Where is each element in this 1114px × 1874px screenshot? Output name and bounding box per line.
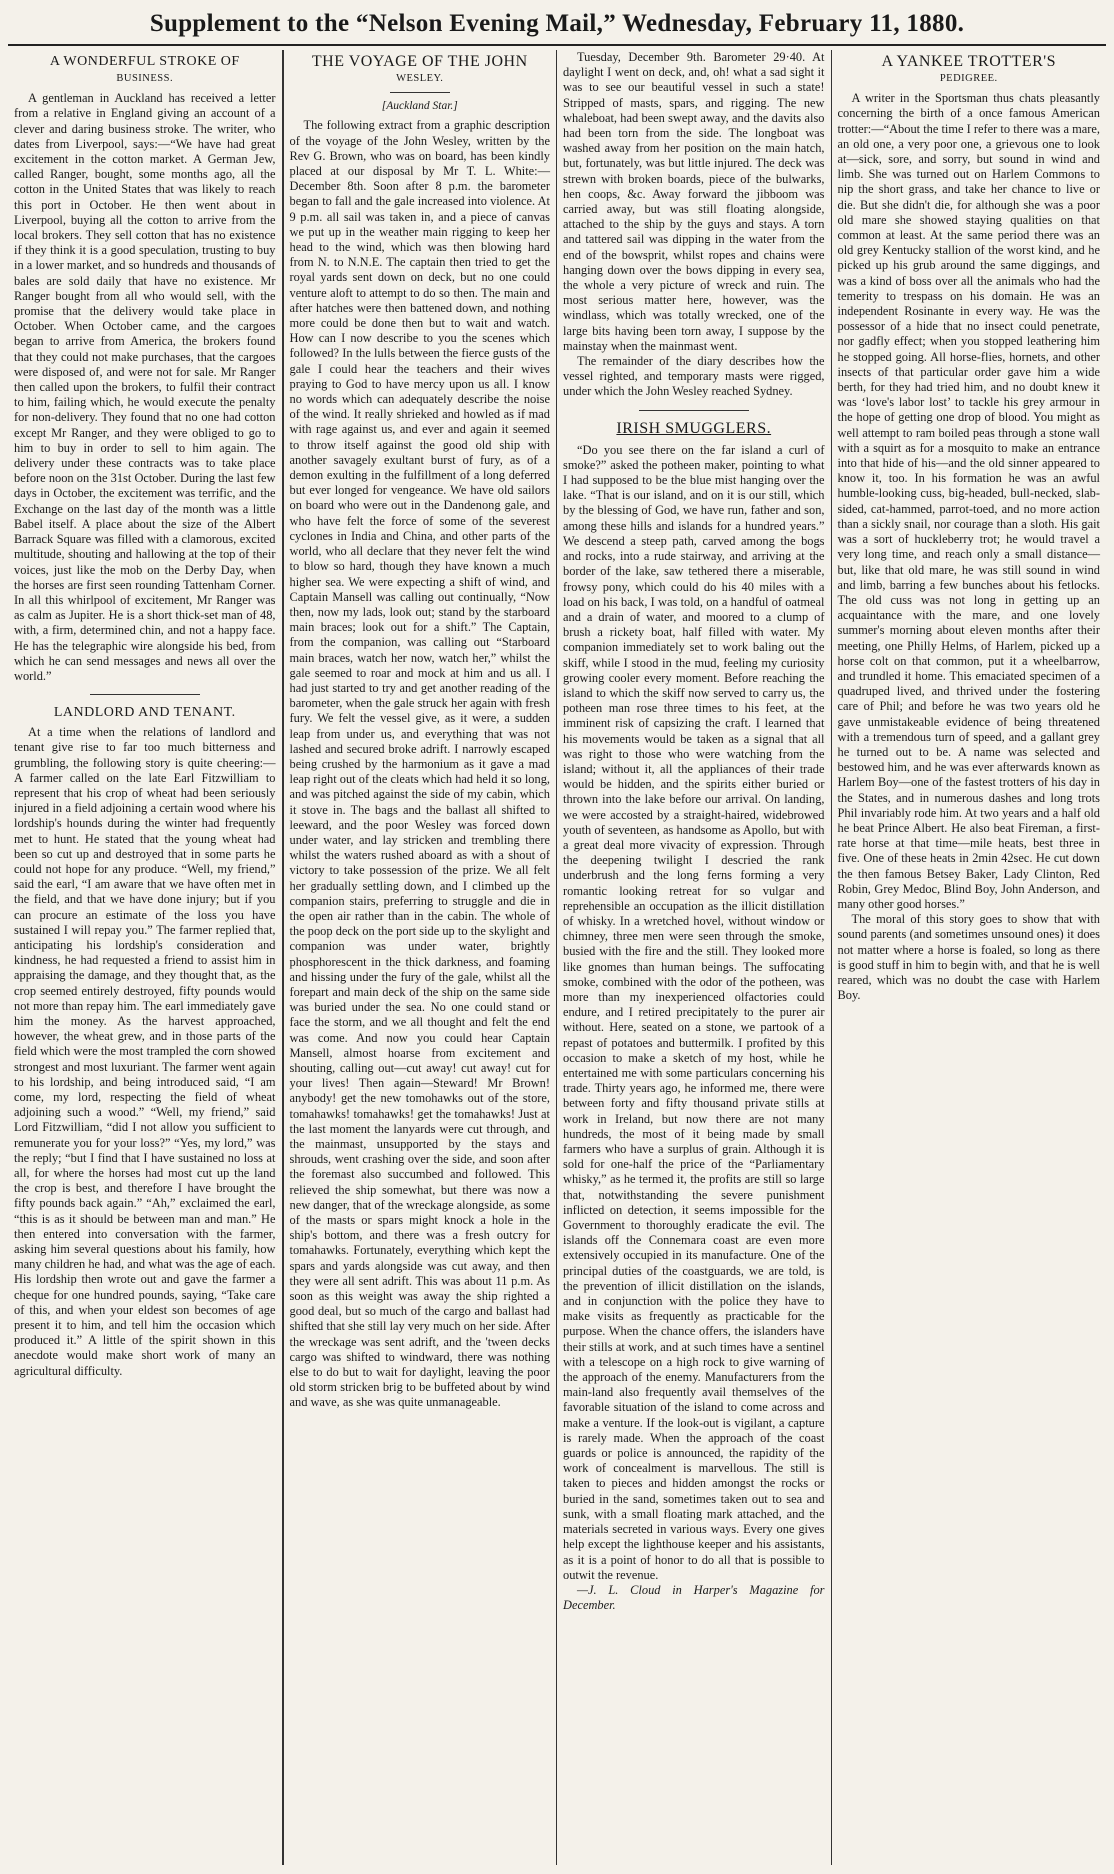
column-3 [557,50,832,1865]
article-paragraph: “Do you see there on the far island a curl of smoke?” asked the potheen maker, pointing to what I had supposed to be the blue mist hanging over the lake. “That is our island, and on it is our still, which by the blessing of God, we have run, father and son, among these hills and islands for a hundred years.” We descend a steep path, carved among the bogs and rocks, into a rude stairway, and arriving at the border of the lake, saw tethered there a miserable, frowsy pony, which could do his 40 miles with a load on his back, I was told, on a handful of oatmeal and a drain of water, and moored to a clump of brush a rickety boat, half filled with water. My companion immediately set to work baling out the skiff, while I stood in the mud, feeling my curiosity growing cooler every moment. Before reaching the island to which the skiff now served to carry us, the potheen man rose three times to his feet, at the imminent risk of capsizing the craft. I learned that his movements would be taken as a signal that all was right to those who were watching from the island; without it, all the appliances of their trade would be hidden, and the spirits either buried or thrown into the lake before our arrival. On landing, we were accosted by a straight-haired, widebrowed youth of seventeen, as handsome as Apollo, but with a great deal more vivacity of expression. Through the deepening twilight I descried the rank underbrush and the long ferns forming a very romantic looking retreat for so vulgar and reprehensible an occupation as the illicit distillation of whisky. In a wretched hovel, without window or chimney, three men were seen through the smoke, busied with the fire and the still. They looked more like gnomes than human beings. The suffocating smoke, combined with the odor of the potheen, was more than my inexperienced olfactories could endure, and I retired precipitately to the purer air without. Here, seated on a stone, we partook of a repast of potatoes and buttermilk. I profited by this occasion to make a sketch of my host, while he entertained me with some particulars concerning his trade. Thirty years ago, he informed me, there were between forty and fifty thousand private stills at work in Ireland, but now there are not many hundreds, the most of it being made by small farmers who have a surplus of grain. Although it is sold for one-half the price of the “Parliamentary whisky,” as he termed it, the profits are still so large that, notwithstanding the severe punishment inflicted on detection, it seems impossible for the Government to thoroughly eradicate the evil. The islands off the Connemara coast are even more extensively occupied in its manufacture. One of the principal duties of the coastguards, we are told, is the prevention of illicit distillation on the islands, and in conjunction with the police they have to make visits as frequently as practicable for the purpose. When the chance offers, the islanders have their stills at work, and at such times have a sentinel with a telescope on a high rock to give warning of the approach of the enemy. Manufacturers from the main-land also frequently avail themselves of the favorable situation of the island to come across and make a venture. If the look-out is vigilant, a capture is rarely made. When the approach of the coast guards or police is announced, the rapidity of the work of concealment is marvellous. The still is taken to pieces and hidden amongst the rocks or buried in the sand, sometimes taken out to sea and sunk, with a small floating mark attached, and the materials secreted in various ways. Every one gives help except the lighthouse keeper and his assistants, as it is a point of honor to do all that is possible to outwit the revenue. [563,442,825,1582]
article-wonderful-stroke [14,54,276,684]
article-title: THE VOYAGE OF THE JOHN [311,53,528,70]
column-4 [832,50,1107,1865]
column-2 [283,50,558,1865]
article-title: A YANKEE TROTTER'S [881,53,1057,70]
columns [8,50,1106,1865]
article-title: LANDLORD AND TENANT. [53,705,236,721]
article-irish-smugglers [563,421,825,1614]
article-paragraph: A writer in the Sportsman thus chats pleasantly concerning the birth of a once famous American trotter:—“About the time I refer to there was a mare, an old one, a very poor one, a grievous one to look at—sick, sore, and sorry, but sound in wind and limb. She was turned out on Harlem Commons to nip the short grass, and take her chance to live or die. But she didn't die, for although she was a poor old mare she showed staying qualities on that common at least. At the same period there was an old grey Kentucky stallion of the worst kind, and he picked up his grub around the same diggings, and was a kind of boss over all the animals who had the temerity to trespass on his domain. He was an independent Rosinante in every way. He was the possessor of a hide that no insect could penetrate, nor gadfly effect; when you stopped leathering him he stopped going. All horse-flies, hornets, and other insects of that particular order gave him a wide berth, for they had tried him, and no doubt knew it was ‘love's labor lost’ to tackle his grey armour in the hope of getting one drop of blood. You might as well attempt to ram boiled peas through a stone wall with a squirt as for a mosquito to make an entrance into that hide of his—and the old sinner appeared to know it, too. In his formation he was an awful humble-looking cuss, big-headed, bull-necked, slab-sided, cat-hammed, parrot-toed, and no more action than a sickly snail, nor courage than a sloth. His gait was a sort of huckleberry trot; he would travel a very long time, and reach only a small distance—but, like that old mare, he was still sound in wind and limb, barring a few bunches about his fetlocks. The old cuss was not long in getting up an acquaintance with the mare, and one lovely summer's morning about eleven months after their meeting, one Philly Helms, of Harlem, picked up a horse colt on that common, put it a wheelbarrow, and trundled it home. This emaciated specimen of a quadruped lived, and thrived under the fostering care of Phil; and before he was two years old he gave unmistakeable evidence of being threatened with a tremendous turn of speed, and a gallant grey he turned out to be. A name was selected and bestowed him, and he was ever afterwards known as Harlem Boy—one of the fastest trotters of his day in the States, and in numerous dashes and long trots Phil invariably rode him. At two years and a half old he beat Prince Albert. He also beat Fireman, a first-rate horse at that time—mile heats, best three in five. One of these heats in 2min 42sec. He cut down the then famous Betsey Baker, Lady Clinton, Red Robin, Grey Medoc, Blind Boy, John Anderson, and many other good horses.” [837,91,1100,911]
section-divider [90,694,200,695]
article-subtitle: BUSINESS. [116,73,174,84]
article-paragraph: The remainder of the diary describes how the vessel righted, and temporary masts were rigged, under which the John Wesley reached Sydney. [563,354,825,399]
title-divider [390,92,450,93]
article-paragraph: The following extract from a graphic description of the voyage of the John Wesley, written by the Rev G. Brown, who was on board, has been kindly placed at our disposal by Mr T. L. White:—December 8th. Soon after 8 p.m. the barometer began to fall and the gale increased into violence. At 9 p.m. all sail was taken in, and a piece of canvas we put up in the weather main rigging to keep her head to the wind, which was then blowing hard from N. to N.N.E. The captain then tried to get the royal yards sent down on deck, but no one could venture aloft to attempt to do so then. The main and after hatches were then battened down, and nothing more could be done then but to wait and watch. How can I now describe to you the scenes which followed? In the lulls between the fierce gusts of the gale I could hear the teachers and their wives praying to God to have mercy upon us all. I know no words which can adequately describe the noise of the wind. It really shrieked and howled as if mad with rage against us, and ever and again it seemed to throw itself against the good old ship with another savagely exultant burst of fury, as of a demon exulting in the fulfillment of a long deferred but ever longed for vengeance. We have old sailors on board who were out in the Dandenong gale, and who have felt the force of some of the severest cyclones in India and China, and other parts of the world, who all declare that they never felt the wind to blow so hard, though they have known a much higher sea. We were expecting a shift of wind, and Captain Mansell was calling out continually, “Now then, now my lads, look out; stand by the starboard main braces; look out for a shift.” The Captain, from the companion, was calling out “Starboard main braces, watch her now, watch her,” whilst the gale seemed to roar and mock at him and us all. I had just started to try and get another reading of the barometer, when the gale struck her again with fresh fury. We felt the vessel give, as it were, a sudden leap from under us, and everything that was not lashed and secured broke adrift. I narrowly escaped being crushed by the harmonium as it gave a mad leap right out of the cleats which had held it so long, and was pitched against the side of my cabin, which it stove in. The bags and the ballast all shifted to leeward, and the poor Wesley was forced down under water, and lay stricken and trembling there whilst the waters rushed aboard as with a shout of victory to take possession of the prize. We all felt her gradually settling down, and I climbed up the companion stairs, preferring to struggle and die in the open air rather than in the cabin. The whole of the poop deck on the port side up to the skylight and companion was under water, brightly phosphorescent in the thick darkness, and foaming and hissing under the fury of the gale, whilst all the forepart and main deck of the ship on the same side was buried under the sea. No one could stand or face the storm, and we all thought and felt the end was come. And now you could hear Captain Mansell, almost hoarse from excitement and shouting, calling out—cut away! cut away! cut for your lives! Then again—Steward! Mr Brown! anybody! get the new tomohawks out of the store, tomahawks! tomahawks! get the tomahawks! Just at the last moment the lanyards were cut through, and the mainmast, unsupported by the stays and shrouds, went crashing over the side, and soon after the foremast also succumbed and followed. This relieved the ship somewhat, but there was now a new danger, that of the wreckage alongside, as some of the masts or spars might knock a hole in the ship's bottom, and there was a fresh outcry for tomahawks. Fortunately, everything which kept the spars and yards alongside was cut away, and then they were all sent adrift. This was about 11 p.m. As soon as this weight was away the ship righted a good deal, but so much of the cargo and ballast had shifted that she still lay very much on her side. After the wreckage was sent adrift, and the 'tween decks cargo was shifted to windward, there was nothing else to do but to wait for daylight, leaving the poor old storm stricken brig to be buffeted about by wind and wave, as she was quite unmanageable. [289,118,550,1410]
article-subtitle: PEDIGREE. [939,73,998,84]
article-landlord-tenant [14,705,276,1379]
masthead: Supplement to the “Nelson Evening Mail,” Wednesday, February 11, 1880. [8,6,1106,46]
article-voyage-continued [563,50,825,400]
section-divider [639,410,749,411]
article-subtitle: WESLEY. [396,73,444,84]
article-byline: —J. L. Cloud in Harper's Magazine for December. [563,1582,825,1613]
article-source: [Auckland Star.] [381,100,458,113]
article-paragraph: Tuesday, December 9th. Barometer 29·40. At daylight I went on deck, and, oh! what a sad sight it was to see our beautiful vessel in such a state! Stripped of masts, spars, and rigging. The new whaleboat, had been swept away, and the davits also had been torn from the side. The longboat was washed away from her position on the main hatch, but, fortunately, was but little injured. The deck was strewn with broken boards, piece of the bulwarks, hen coops, &c. Away forward the jibboom was carried away, but was still floating alongside, attached to the ship by the guys and stays. A torn and tattered sail was dipping in the water from the end of the bowsprit, whilst ropes and chains were hanging down over the bows dipping in every sea, the whole a very picture of wreck and ruin. The most serious matter here, however, was the windlass, which was totally wrecked, one of the large bits having been torn away, I suppose by the mainstay when the mainmast went. [563,50,825,353]
article-title: A WONDERFUL STROKE OF [49,54,240,69]
article-paragraph: A gentleman in Auckland has received a letter from a relative in England giving an account of a clever and daring business stroke. The writer, who dates from Liverpool, says:—“We have had great excitement in the cotton market. A German Jew, called Ranger, bought, some months ago, all the cotton in the United States that was likely to reach this port in October. He then went about in Liverpool, buying all the cotton to arrive from the local brokers. They sell cotton that has no existence if they think it is a good speculation, trusting to buy in a lower market, and so hundreds and thousands of bales are sold daily that have no existence. Mr Ranger bought from all who would sell, with the promise that the delivery would take place in October. When October came, and the cargoes began to arrive from America, the brokers found that they could not make purchases, that the cargoes were disposed of, and were not for sale. Mr Ranger then called upon the brokers, to fulfil their contract to him, failing which, he would execute the penalty for non-delivery. They found that no one had cotton except Mr Ranger, and they were obliged to go to him to buy in order to sell to him again. The delivery under these contracts was to take place before noon on the 31st October. During the last few days in October, the excitement was terrific, and the Exchange on the last day of the month was a little Babel itself. A place about the size of the Albert Barrack Square was filled with a clamorous, excited multitude, shouting and hallowing at the top of their voices, just like the mob on the Derby Day, when the horses are first seen rounding Tattenham Corner. In all this whirlpool of excitement, Mr Ranger was as calm as Jupiter. He is a short thick-set man of 48, with, a firm, determined chin, and not a happy face. He has the telegraphic wire alongside his bed, from which he can send messages and news all over the world.” [14,91,276,683]
article-voyage-john-wesley [290,54,551,1411]
article-title: IRISH SMUGGLERS. [616,419,772,437]
article-yankee-trotter [838,54,1101,1003]
column-1 [8,50,283,1865]
article-paragraph: At a time when the relations of landlord and tenant give rise to far too much bitterness and grumbling, the following story is quite cheering:—A farmer called on the late Earl Fitzwilliam to represent that his crop of wheat had been seriously injured in a field adjoining a certain wood where his lordship's hounds during the winter had frequently met to hunt. He stated that the young wheat had been so cut up and destroyed that in some parts he could not hope for any produce. “Well, my friend,” said the earl, “I am aware that we have often met in the field, and that we have done injury; but if you can procure an estimate of the loss you have sustained I will repay you.” The farmer replied that, anticipating his lordship's consideration and kindness, he had requested a friend to assist him in appraising the damage, and they thought that, as the crop seemed entirely destroyed, fifty pounds would not more than repay him. The earl immediately gave him the money. As the harvest approached, however, the wheat grew, and in those parts of the field which were the most trampled the corn showed strongest and most luxuriant. The farmer went again to his lordship, and being introduced said, “I am come, my lord, respecting the field of wheat adjoining such a wood.” “Well, my friend,” said Lord Fitzwilliam, “did I not allow you sufficient to remunerate you for your loss?” “Yes, my lord,” was the reply; “but I find that I have sustained no loss at all, for where the horses had most cut up the land the crop is best, and therefore I have brought the fifty pounds back again.” “Ah,” exclaimed the earl, “this is as it should be between man and man.” He then entered into conversation with the farmer, asking him several questions about his family, how many children he had, and what was the age of each. His lordship then wrote out and gave the farmer a cheque for one hundred pounds, saying, “Take care of this, and when your eldest son becomes of age present it to him, and tell him the occasion which produced it.” A little of the spirit shown in this anecdote would make short work of many an agricultural difficulty. [14,725,276,1378]
article-paragraph: The moral of this story goes to show that with sound parents (and sometimes unsound ones) it does not matter where a horse is foaled, so long as there is good stuff in him to begin with, and that he is well reared, which was no doubt the case with Harlem Boy. [837,912,1100,1003]
